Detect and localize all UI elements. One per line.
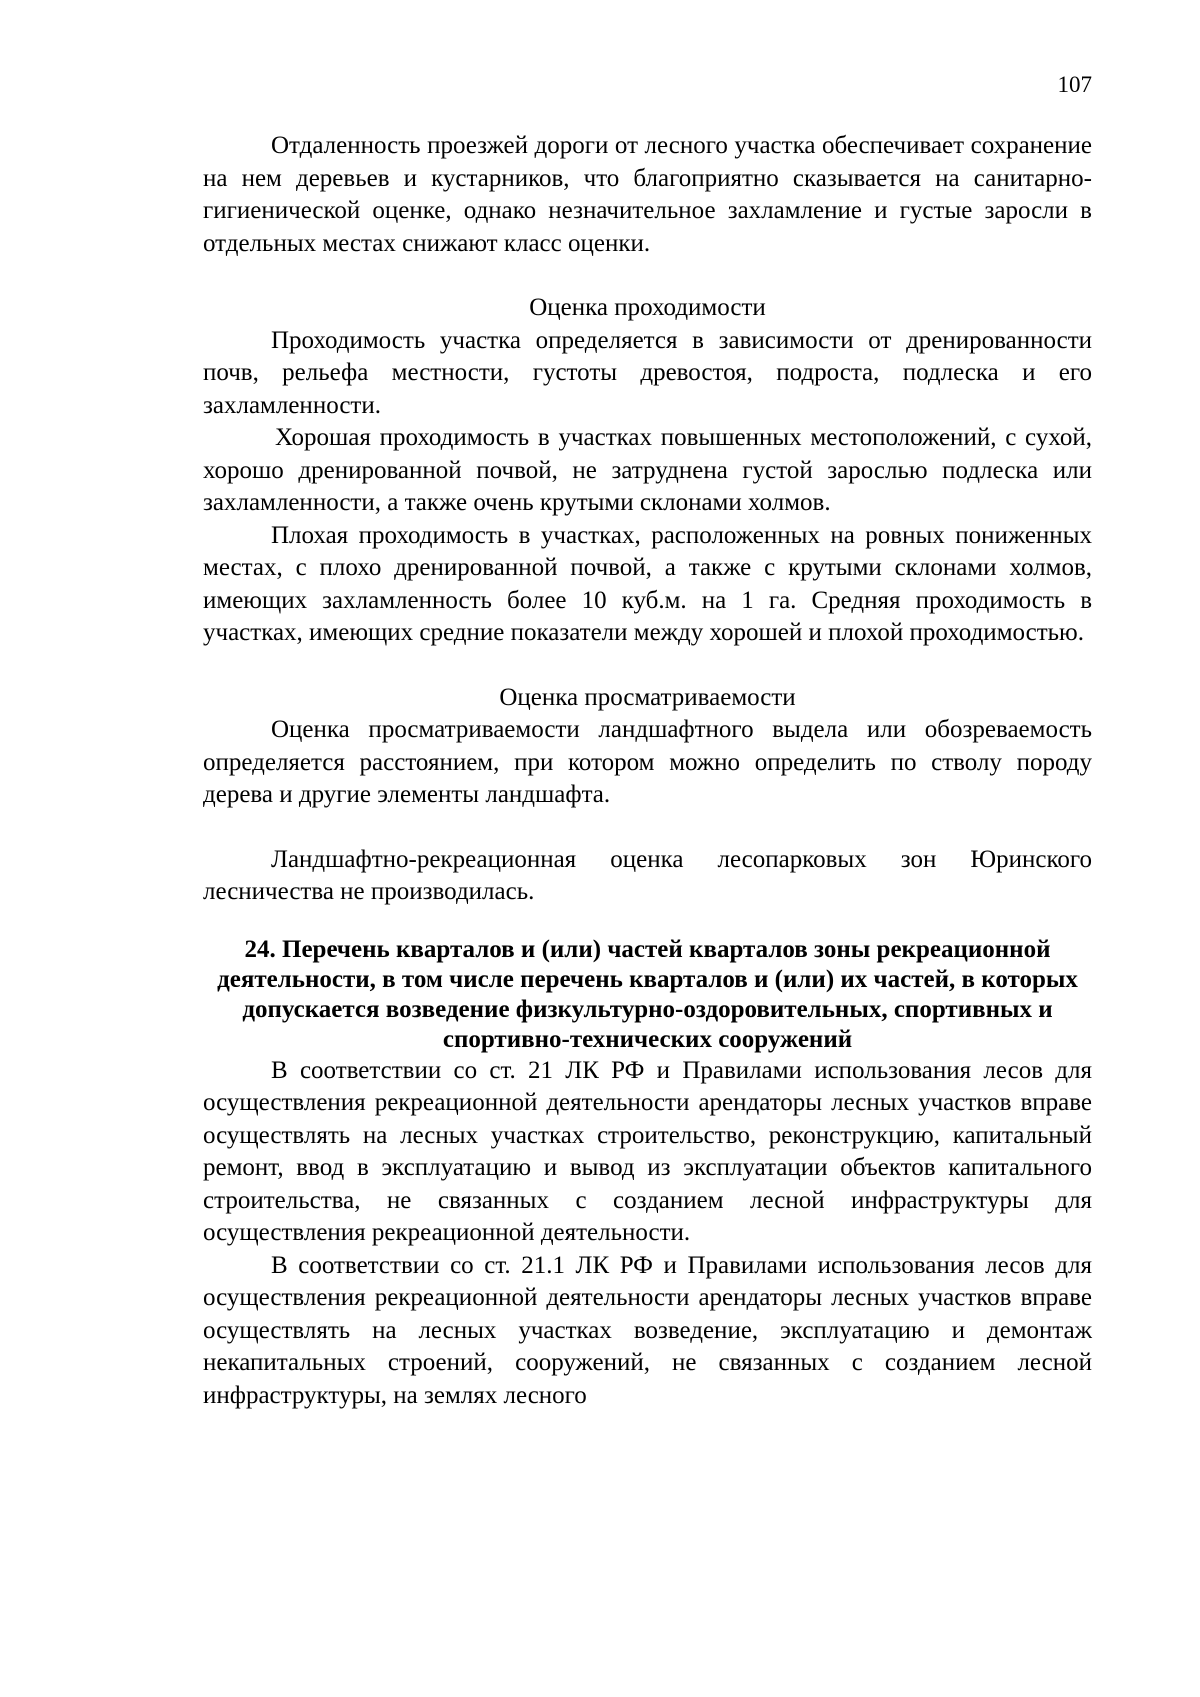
subheading-visibility: Оценка просматриваемости: [499, 683, 796, 711]
page-number: 107: [1057, 72, 1092, 97]
paragraph-passability-definition: Проходимость участка определяется в зависимости от дренированности почв, рельефа местности, густоты древостоя, подроста, подлеска и его захламленности.: [203, 326, 1092, 419]
paragraph-poor-passability: Плохая проходимость в участках, расположенных на ровных пониженных местах, с плохо дренированной почвой, а также с крутыми склонами холмов, имеющих захламленность более 10 куб.м. на 1 га. Средняя проходимость в участках, имеющих средние показатели между хорошей и плохой проходимостью.: [203, 521, 1092, 646]
page-content: [203, 130, 1092, 1412]
section-heading-24: 24. Перечень кварталов и (или) частей кварталов зоны рекреационной деятельности, в том числе перечень кварталов и (или) их частей, в которых допускается возведение физкультурно-оздоровительных, спортивных и спортивно-технических сооружений: [217, 935, 1078, 1053]
spacer: [203, 812, 1092, 844]
subheading-passability: Оценка проходимости: [529, 294, 766, 321]
paragraph-visibility-definition: Оценка просматриваемости ландшафтного выдела или обозреваемость определяется расстоянием, при котором можно определить по стволу породу дерева и другие элементы ландшафта.: [203, 716, 1092, 808]
paragraph-good-passability: Хорошая проходимость в участках повышенных местоположений, с сухой, хорошо дренированной почвой, не затруднена густой зарослью подлеска или захламленности, а также очень крутыми склонами холмов.: [203, 424, 1092, 516]
paragraph-road-distance: Отдаленность проезжей дороги от лесного участка обеспечивает сохранение на нем деревьев и кустарников, что благоприятно сказывается на санитарно-гигиенической оценке, однако незначительное захламление и густые заросли в отдельных местах снижают класс оценки.: [203, 132, 1092, 257]
spacer: [203, 650, 1092, 682]
paragraph-article-21-1: В соответствии со ст. 21.1 ЛК РФ и Правилами использования лесов для осуществления рекреационной деятельности арендаторы лесных участков вправе осуществлять на лесных участках возведение, эксплуатацию и демонтаж некапитальных строений, сооружений, не связанных с созданием лесной инфраструктуры, на землях лесного: [203, 1251, 1092, 1409]
paragraph-landscape-assessment: Ландшафтно-рекреационная оценка лесопарковых зон Юринского лесничества не производилась.: [203, 845, 1092, 905]
spacer: [203, 260, 1092, 292]
spacer: [203, 909, 1092, 935]
paragraph-article-21: В соответствии со ст. 21 ЛК РФ и Правилами использования лесов для осуществления рекреационной деятельности арендаторы лесных участков вправе осуществлять на лесных участках строительство, реконструкцию, капитальный ремонт, ввод в эксплуатацию и вывод из эксплуатации объектов капитального строительства, не связанных с созданием лесной инфраструктуры для осуществления рекреационной деятельности.: [203, 1056, 1092, 1246]
